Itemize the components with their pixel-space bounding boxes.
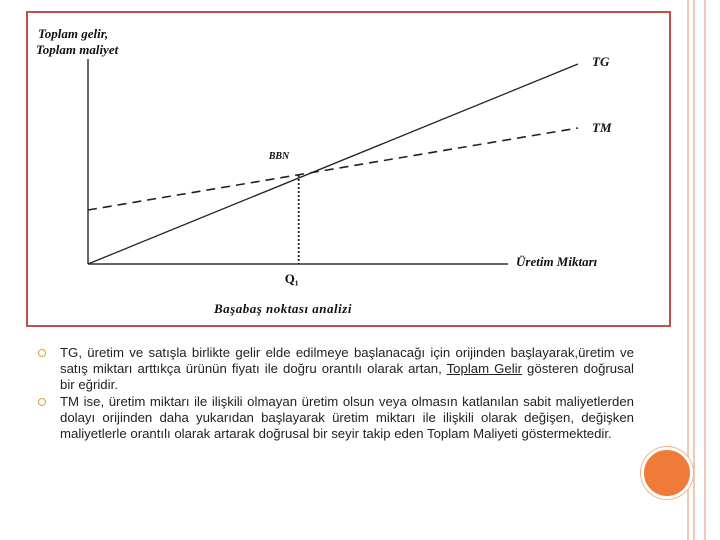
break-even-chart [28,13,673,329]
explanation-list [38,345,634,444]
bullet-circle-icon [38,349,46,357]
underlined-term: Toplam Gelir [446,360,522,376]
bullet-tm: TM ise, üretim miktarı ile ilişkili olmayan üretim olsun veya olmasın katlanılan sabit maliyetlerden dolayı orijinden daha yukarıdan başlayarak üretim miktarı ile ilişkili olarak değişen, değişken maliyetlerle orantılı olarak artarak doğrusal bir seyir takip eden Toplam Maliyeti göstermektedir. [38,394,634,441]
q1-label: Q₁ [284,271,299,286]
decorative-orange-circle [641,447,693,499]
tm-series-label: TM [592,120,612,135]
decorative-stripe-2 [693,0,695,540]
chart-caption: Başabaş noktası analizi [214,301,352,316]
x-axis-label: Üretim Miktarı [516,254,598,269]
chart-frame [26,11,671,327]
bullet-circle-icon [38,398,46,406]
y-axis-label-line2: Toplam maliyet [36,42,119,57]
bullet-tg: TG, üretim ve satışla birlikte gelir elde edilmeye başlanacağı için orijinden başlayarak,üretim ve satış miktarı arttıkça ürünün fiyatı ile doğru orantılı olarak artan, Toplam Gelir gösteren doğrusal bir eğridir. [38,345,634,392]
tg-series-line [88,64,578,264]
tg-series-label: TG [592,54,610,69]
tm-series-line [88,128,578,210]
break-even-label: BBN [268,151,290,162]
y-axis-label-line1: Toplam gelir, [38,26,109,41]
decorative-stripe-3 [704,0,706,540]
